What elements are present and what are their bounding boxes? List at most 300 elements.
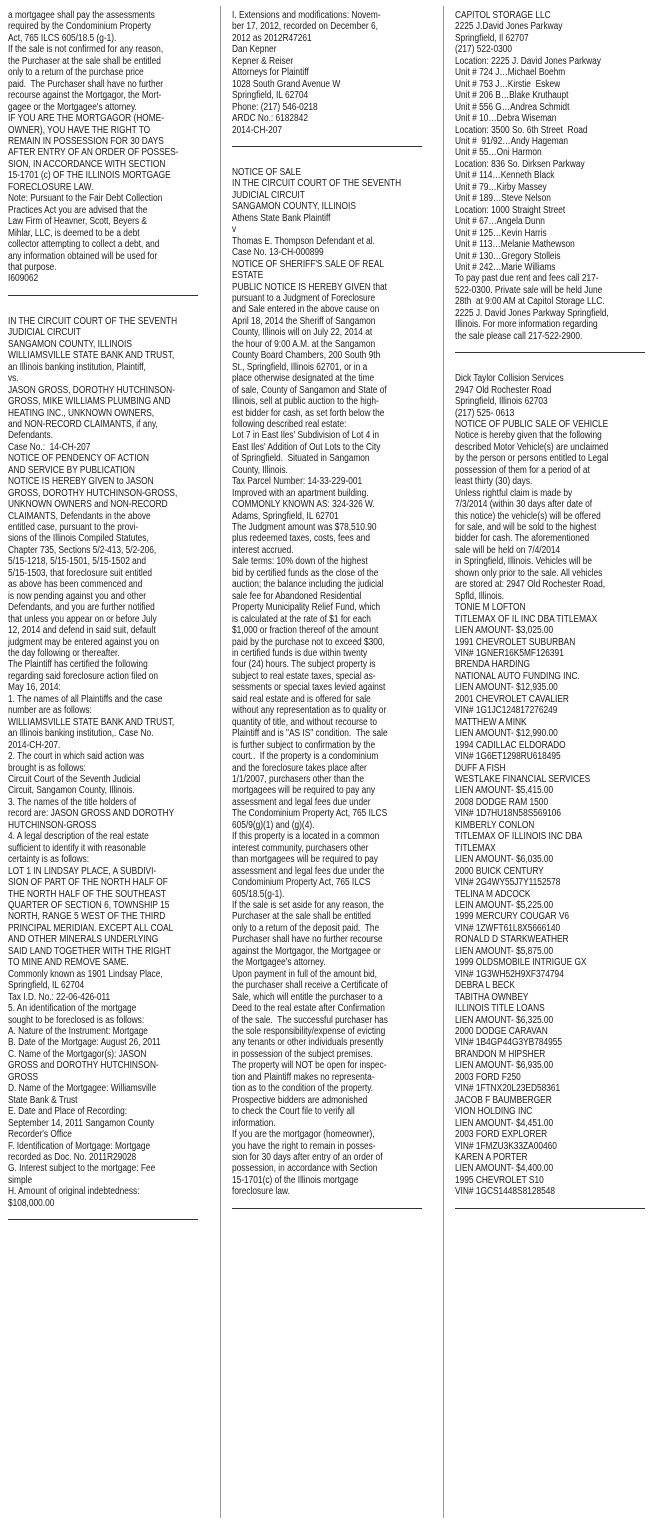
notice-line: sion for 30 days after entry of an order of bbox=[232, 1151, 383, 1163]
notice-line: is further subject to confirmation by the bbox=[232, 739, 376, 751]
notice-line: VIN# 1B4GP44G3YB784955 bbox=[455, 1037, 563, 1049]
notice-line: Location: 836 So. Dirksen Parkway bbox=[455, 158, 585, 170]
notice-line: Spfld, Illinois. bbox=[455, 590, 505, 602]
notice-line: 3. The names of the title holders of bbox=[8, 796, 137, 808]
notice-line: Unit # 10…Debra Wiseman bbox=[455, 113, 557, 125]
notice-line: any tenants or other individuals presently bbox=[232, 1037, 384, 1049]
notice-line: DEBRA L BECK bbox=[455, 980, 515, 992]
notice-line: VIN# 1ZWFT61L8X5666140 bbox=[455, 922, 561, 934]
notice-line: and the foreclosure takes place after bbox=[232, 762, 367, 774]
notice-line: Adams, Springfield, IL 62701 bbox=[232, 510, 339, 522]
notice-line: LEIN AMOUNT- $5,225.00 bbox=[455, 899, 554, 911]
notice-line: IN THE CIRCUIT COURT OF THE SEVENTH bbox=[232, 178, 402, 190]
notice-line: that unless you appear on or before July bbox=[8, 613, 157, 625]
notice-line: Property Municipality Relief Fund, which bbox=[232, 602, 381, 614]
notice-line: as above has been commenced and bbox=[8, 579, 143, 591]
notice-line: est bidder for cash, as set forth below the bbox=[232, 407, 385, 419]
notice-line: If this property is a located in a common bbox=[232, 831, 380, 843]
notice-line: JASON GROSS, DOROTHY HUTCHINSON- bbox=[8, 384, 175, 396]
notice-line: THE NORTH HALF OF THE SOUTHEAST bbox=[8, 888, 167, 900]
notice-line: $108,000.00 bbox=[8, 1197, 55, 1209]
notice-line: LIEN AMOUNT- $4,400.00 bbox=[455, 1163, 554, 1175]
notice-line: Note: Pursuant to the Fair Debt Collection bbox=[8, 193, 163, 205]
notice-line: four (24) hours. The subject property is bbox=[232, 659, 376, 671]
notice-line: Unit # 724 J…Michael Boehm bbox=[455, 67, 566, 79]
notice-line: LIEN AMOUNT- $3,025.00 bbox=[455, 625, 554, 637]
notice-line: Defendants. bbox=[8, 430, 53, 442]
notice-line: Case No.: 14-CH-207 bbox=[8, 441, 91, 453]
notice-line: 5. An identification of the mortgage bbox=[8, 1003, 137, 1015]
legal-notice bbox=[232, 167, 432, 1198]
notice-line: to check the Court file to verify all bbox=[232, 1106, 355, 1118]
notice-line: 15-1701 (c) OF THE ILLINOIS MORTGAGE bbox=[8, 170, 171, 182]
notice-line: are stored at: 2947 Old Rochester Road, bbox=[455, 579, 606, 591]
notice-line: recorded as Doc. No. 2011R29028 bbox=[8, 1151, 137, 1163]
notice-line: GROSS and DOROTHY HUTCHINSON- bbox=[8, 1060, 159, 1072]
notice-line: SANGAMON COUNTY, ILLINOIS bbox=[8, 338, 132, 350]
notice-line: Thomas E. Thompson Defendant et al. bbox=[232, 235, 375, 247]
notice-line: 1999 MERCURY COUGAR V6 bbox=[455, 911, 570, 923]
notice-line: TITLEMAX bbox=[455, 842, 496, 854]
notice-line: FORECLOSURE LAW. bbox=[8, 181, 94, 193]
notice-line: and NON-RECORD CLAIMANTS, if any, bbox=[8, 418, 158, 430]
notice-line: 2014-CH-207 bbox=[232, 124, 283, 136]
notice-line: number are as follows: bbox=[8, 705, 92, 717]
notice-line: DUFF A FISH bbox=[455, 762, 506, 774]
notice-line: Dick Taylor Collision Services bbox=[455, 373, 564, 385]
notice-line: VIN# 1G1JC124817276249 bbox=[455, 705, 558, 717]
notice-line: vs. bbox=[8, 373, 19, 385]
notice-line: Deed to the real estate after Confirmation bbox=[232, 1003, 385, 1015]
notice-line: entitled case, pursuant to the provi- bbox=[8, 522, 139, 534]
notice-line: only to a return of the purchase price bbox=[8, 67, 144, 79]
notice-line: Attorneys for Plaintiff bbox=[232, 67, 309, 79]
notice-line: 2001 CHEVROLET CAVALIER bbox=[455, 693, 569, 705]
notice-line: 522-0300. Private sale will be held June bbox=[455, 284, 603, 296]
notice-line: 15-1701(c) of the Illinois mortgage bbox=[232, 1174, 359, 1186]
notice-separator bbox=[8, 295, 198, 296]
notice-line: LIEN AMOUNT- $6,935.00 bbox=[455, 1060, 554, 1072]
notice-line: plus redeemed taxes, costs, fees and bbox=[232, 533, 371, 545]
notice-line: 28th at 9:00 AM at Capitol Storage LLC. bbox=[455, 296, 605, 308]
notice-line: September 14, 2011 Sangamon County bbox=[8, 1117, 155, 1129]
notice-line: JACOB F BAUMBERGER bbox=[455, 1094, 552, 1106]
notice-line: a mortgagee shall pay the assessments bbox=[8, 10, 155, 21]
notice-line: VIN# 1FMZU3K33ZA00460 bbox=[455, 1140, 557, 1152]
notice-line: Unit # 242…Marie Williams bbox=[455, 261, 556, 273]
column-divider-left bbox=[220, 6, 221, 1518]
legal-notice bbox=[455, 10, 655, 342]
notice-line: the purchaser shall receive a Certificate of bbox=[232, 980, 388, 992]
notice-line: SION OF PART OF THE NORTH HALF OF bbox=[8, 877, 168, 889]
notice-line: VIN# 1FTNX20L23ED58361 bbox=[455, 1083, 561, 1095]
notice-line: mortgagees will be required to pay any bbox=[232, 785, 376, 797]
notice-line: KAREN A PORTER bbox=[455, 1151, 528, 1163]
notice-line: ILLINOIS TITLE LOANS bbox=[455, 1003, 545, 1015]
notice-line: place otherwise designated at the time bbox=[232, 373, 375, 385]
notice-line: NOTICE OF PENDENCY OF ACTION bbox=[8, 453, 150, 465]
notice-line: BRANDON M HIPSHER bbox=[455, 1048, 546, 1060]
notice-line: WILLIAMSVILLE STATE BANK AND TRUST, bbox=[8, 716, 175, 728]
notice-line: Unit # 67…Angela Dunn bbox=[455, 216, 545, 228]
notice-line: Tax Parcel Number: 14-33-229-001 bbox=[232, 476, 363, 488]
notice-line: 2000 DODGE CARAVAN bbox=[455, 1025, 548, 1037]
notice-line: certainty is as follows: bbox=[8, 854, 90, 866]
notice-line: TONIE M LOFTON bbox=[455, 602, 526, 614]
notice-line: VIN# 1GCS1448S8128548 bbox=[455, 1186, 556, 1198]
notice-line: Unit # 114…Kenneth Black bbox=[455, 170, 555, 182]
notice-line: recourse against the Mortgagor, the Mort- bbox=[8, 90, 162, 102]
notice-line: D. Name of the Mortgagee: Williamsville bbox=[8, 1083, 157, 1095]
legal-notice bbox=[232, 10, 432, 136]
notice-line: The property will NOT be open for inspec- bbox=[232, 1060, 387, 1072]
notice-line: AND SERVICE BY PUBLICATION bbox=[8, 464, 135, 476]
notice-line: in certified funds is due within twenty bbox=[232, 648, 368, 660]
notice-line: Sale, which will entitle the purchaser to a bbox=[232, 991, 383, 1003]
notice-line: sions of the Illinois Compiled Statutes, bbox=[8, 533, 149, 545]
notice-line: is calculated at the rate of $1 for each bbox=[232, 613, 371, 625]
notice-line: Commonly known as 1901 Lindsay Place, bbox=[8, 968, 163, 980]
notice-line: The Condominium Property Act, 765 ILCS bbox=[232, 808, 388, 820]
notice-line: NOTICE IS HEREBY GIVEN to JASON bbox=[8, 476, 154, 488]
notice-line: WESTLAKE FINANCIAL SERVICES bbox=[455, 774, 591, 785]
notice-line: you have the right to remain in posses- bbox=[232, 1140, 376, 1152]
notice-line: Unit # 130…Gregory Stolleis bbox=[455, 250, 561, 262]
notice-line: TITLEMAX OF ILLINOIS INC DBA bbox=[455, 831, 583, 843]
notice-line: COMMONLY KNOWN AS: 324-326 W. bbox=[232, 499, 375, 511]
notice-line: 1995 CHEVROLET S10 bbox=[455, 1174, 544, 1186]
notice-line: H. Amount of original indebtedness: bbox=[8, 1186, 140, 1198]
notice-line: Illinois, sell at public auction to the high- bbox=[232, 396, 379, 408]
legal-notice bbox=[455, 373, 655, 1198]
notice-line: judgment may be entered against you on bbox=[8, 636, 159, 648]
notice-line: (217) 522-0300 bbox=[455, 44, 512, 56]
notice-line: LIEN AMOUNT- $6,325.00 bbox=[455, 1014, 554, 1026]
notice-line: East Iles' Addition of Out Lots to the City bbox=[232, 441, 381, 453]
notice-line: Prospective bidders are admonished bbox=[232, 1094, 368, 1106]
notice-line: Athens State Bank Plaintiff bbox=[232, 212, 331, 224]
notice-line: Phone: (217) 546-0218 bbox=[232, 101, 318, 113]
notice-separator bbox=[455, 352, 645, 353]
notice-line: 2003 FORD F250 bbox=[455, 1071, 521, 1083]
notice-line: BRENDA HARDING bbox=[455, 659, 530, 671]
notice-line: ber 17, 2012, recorded on December 6, bbox=[232, 21, 378, 33]
notice-line: brought is as follows: bbox=[8, 762, 86, 774]
notice-line: foreclosure law. bbox=[232, 1186, 290, 1198]
notice-separator bbox=[232, 146, 422, 147]
notice-line: 5/15-1218, 5/15-1501, 5/15-1502 and bbox=[8, 556, 147, 568]
notice-line: TITLEMAX OF IL INC DBA TITLEMAX bbox=[455, 613, 598, 625]
notice-line: the sale please call 217-522-2900. bbox=[455, 330, 583, 342]
notice-line: record are: JASON GROSS AND DOROTHY bbox=[8, 808, 175, 820]
notice-line: To pay past due rent and fees call 217- bbox=[455, 273, 599, 285]
notice-line: REMAIN IN POSSESSION FOR 30 DAYS bbox=[8, 135, 164, 147]
notice-line: Chapter 735, Sections 5/2-413, 5/2-206, bbox=[8, 544, 157, 556]
notice-line: interest community, purchasers other bbox=[232, 842, 369, 854]
notice-line: NOTICE OF SHERIFF'S SALE OF REAL bbox=[232, 258, 385, 270]
notice-line: Unit # 55…Oni Harmon bbox=[455, 147, 542, 159]
notice-line: 2000 BUICK CENTURY bbox=[455, 865, 544, 877]
notice-line: paid by the purchase not to exceed $300, bbox=[232, 636, 385, 648]
notice-line: PRINCIPAL MERIDIAN. EXCEPT ALL COAL bbox=[8, 922, 174, 934]
notice-line: sufficient to identify it with reasonable bbox=[8, 842, 146, 854]
notice-line: 7/3/2014 (within 30 days after date of bbox=[455, 499, 593, 511]
notice-line: Practices Act you are advised that the bbox=[8, 204, 148, 216]
notice-line: gagee or the Mortgagee's attorney. bbox=[8, 101, 137, 113]
notice-line: Unit # 556 G…Andrea Schmidt bbox=[455, 101, 570, 113]
notice-line: State Bank & Trust bbox=[8, 1094, 78, 1106]
notice-line: described Motor Vehicle(s) are unclaimed bbox=[455, 441, 609, 453]
notice-line: Unit # 753 J…Kirstie Eskew bbox=[455, 78, 561, 90]
notice-line: only to a return of the deposit paid. The bbox=[232, 922, 380, 934]
notice-line: Unit # 125…Kevin Harris bbox=[455, 227, 547, 239]
notice-line: 2003 FORD EXPLORER bbox=[455, 1129, 548, 1141]
notice-line: Circuit Court of the Seventh Judicial bbox=[8, 774, 141, 785]
notice-line: LIEN AMOUNT- $12,990.00 bbox=[455, 728, 558, 740]
notice-line: any information obtained will be used for bbox=[8, 250, 158, 262]
notice-line: Purchaser at the sale shall be entitled bbox=[232, 911, 371, 923]
notice-line: regarding said foreclosure action filed on bbox=[8, 670, 159, 682]
notice-line: IF YOU ARE THE MORTGAGOR (HOME- bbox=[8, 113, 164, 125]
column-left bbox=[8, 10, 208, 1240]
notice-line: interest accrued. bbox=[232, 544, 294, 556]
notice-line: GROSS bbox=[8, 1071, 39, 1083]
notice-line: Location: 1000 Straight Street bbox=[455, 204, 566, 216]
notice-line: tion and Plaintiff makes no representa- bbox=[232, 1071, 375, 1083]
notice-line: 1994 CADILLAC ELDORADO bbox=[455, 739, 566, 751]
notice-line: quantity of title, and without recourse to bbox=[232, 716, 377, 728]
notice-line: that purpose. bbox=[8, 261, 57, 273]
notice-line: LIEN AMOUNT- $5,415.00 bbox=[455, 785, 554, 797]
notice-line: Defendants, and you are further notified bbox=[8, 602, 155, 614]
notice-line: an Illinois banking institution,. Case No. bbox=[8, 728, 154, 740]
notice-line: required by the Condominium Property bbox=[8, 21, 152, 33]
notice-line: the Mortgagee's attorney. bbox=[232, 957, 326, 969]
notice-line: ESTATE bbox=[232, 270, 264, 282]
notice-line: I609062 bbox=[8, 273, 39, 285]
notice-line: UNKNOWN OWNERS and NON-RECORD bbox=[8, 499, 168, 511]
notice-line: HUTCHINSON-GROSS bbox=[8, 819, 97, 831]
notice-line: VIN# 1D7HU18N58S569106 bbox=[455, 808, 562, 820]
notice-line: Springfield, IL 62704 bbox=[8, 980, 85, 992]
notice-line: TELINA M ADCOCK bbox=[455, 888, 531, 900]
notice-line: Condominium Property Act, 765 ILCS bbox=[232, 877, 371, 889]
notice-line: Circuit, Sangamon County, Illinois. bbox=[8, 785, 135, 797]
notice-line: VION HOLDING INC bbox=[455, 1106, 533, 1118]
notice-line: bidder for cash. The aforementioned bbox=[455, 533, 590, 545]
notice-line: AND OTHER MINERALS UNDERLYING bbox=[8, 934, 159, 946]
notice-line: C. Name of the Mortgagor(s): JASON bbox=[8, 1048, 147, 1060]
notice-line: SAID LAND TOGETHER WITH THE RIGHT bbox=[8, 945, 171, 957]
notice-line: TABITHA OWNBEY bbox=[455, 991, 529, 1003]
notice-line: 2014-CH-207. bbox=[8, 739, 61, 751]
notice-line: assessment and legal fees due under the bbox=[232, 865, 385, 877]
notice-line: (217) 525- 0613 bbox=[455, 407, 515, 419]
notice-line: If you are the mortgagor (homeowner), bbox=[232, 1129, 375, 1141]
notice-line: Case No. 13-CH-000899 bbox=[232, 247, 324, 259]
notice-line: is now pending against you and other bbox=[8, 590, 147, 602]
notice-line: Improved with an apartment building. bbox=[232, 487, 369, 499]
notice-line: collector attempting to collect a debt, and bbox=[8, 239, 160, 251]
notice-line: 1/1/2007, purchasers other than the bbox=[232, 774, 365, 785]
notice-line: of the sale. The successful purchaser has bbox=[232, 1014, 388, 1026]
notice-line: Tax I.D. No.: 22-06-426-011 bbox=[8, 991, 111, 1003]
notice-line: Springfield, Illinois 62703 bbox=[455, 396, 548, 408]
notice-line: possession of them for a period of at bbox=[455, 464, 590, 476]
notice-line: MATTHEW A MINK bbox=[455, 716, 527, 728]
notice-line: OWNER), YOU HAVE THE RIGHT TO bbox=[8, 124, 151, 136]
notice-line: 2008 DODGE RAM 1500 bbox=[455, 796, 549, 808]
notice-line: Location: 2225 J. David Jones Parkway bbox=[455, 55, 601, 67]
notice-line: Upon payment in full of the amount bid, bbox=[232, 968, 377, 980]
notice-line: Unit # 113…Melanie Mathewson bbox=[455, 239, 575, 251]
notice-line: Springfield, Il 62707 bbox=[455, 32, 529, 44]
notice-line: Sale terms: 10% down of the highest bbox=[232, 556, 368, 568]
notice-line: 1028 South Grand Avenue W bbox=[232, 78, 341, 90]
notice-line: than mortgagees will be required to pay bbox=[232, 854, 378, 866]
notice-line: If the sale is not confirmed for any reason, bbox=[8, 44, 164, 56]
notice-line: VIN# 2G4WY55J7Y1152578 bbox=[455, 877, 561, 889]
notice-line: RONALD D STARKWEATHER bbox=[455, 934, 569, 946]
notice-line: April 18, 2014 the Sheriff of Sangamon bbox=[232, 315, 376, 327]
notice-line: 1999 OLDSMOBILE INTRIGUE GX bbox=[455, 957, 587, 969]
notice-line: following described real estate: bbox=[232, 418, 347, 430]
notice-line: of sale, County of Sangamon and State of bbox=[232, 384, 387, 396]
notice-line: Act, 765 ILCS 605/18.5 (g-1). bbox=[8, 32, 117, 44]
notice-line: Springfield, IL 62704 bbox=[232, 90, 309, 102]
legal-notice bbox=[8, 316, 208, 1209]
notice-line: 605/9(g)(1) and (g)(4). bbox=[232, 819, 315, 831]
notice-line: the hour of 9:00 A.M. at the Sangamon bbox=[232, 338, 376, 350]
notice-line: Lot 7 in East Iles' Subdivision of Lot 4 in bbox=[232, 430, 380, 442]
notice-line: assessment and legal fees due under bbox=[232, 796, 371, 808]
notice-line: and Sale entered in the above cause on bbox=[232, 304, 380, 316]
column-middle bbox=[232, 10, 432, 1229]
notice-separator bbox=[232, 1208, 422, 1209]
notice-line: AFTER ENTRY OF AN ORDER OF POSSES- bbox=[8, 147, 179, 159]
notice-line: $1,000 or fraction thereof of the amount bbox=[232, 625, 379, 637]
notice-line: 12, 2014 and defend in said suit, default bbox=[8, 625, 156, 637]
notice-line: 2947 Old Rochester Road bbox=[455, 384, 552, 396]
notice-line: B. Date of the Mortgage: August 26, 2011 bbox=[8, 1037, 161, 1049]
notice-line: GROSS, MIKE WILLIAMS PLUMBING AND bbox=[8, 396, 171, 408]
notice-line: auction; the balance including the judicial bbox=[232, 579, 384, 591]
notice-line: in Springfield, Illinois. Vehicles will be bbox=[455, 556, 593, 568]
notice-line: F. Identification of Mortgage: Mortgage bbox=[8, 1140, 151, 1152]
notice-line: the day following or thereafter. bbox=[8, 648, 120, 660]
notice-line: County, Illinois will on July 22, 2014 at bbox=[232, 327, 373, 339]
notice-line: Unit # 91/92…Andy Hageman bbox=[455, 135, 569, 147]
notice-line: paid. The Purchaser shall have no further bbox=[8, 78, 164, 90]
notice-line: subject to real estate taxes, special as- bbox=[232, 670, 376, 682]
notice-line: May 16, 2014: bbox=[8, 682, 61, 694]
notice-line: County Board Chambers, 200 South 9th bbox=[232, 350, 381, 362]
notice-line: ARDC No.: 6182842 bbox=[232, 113, 308, 125]
column-divider-right bbox=[443, 6, 444, 1518]
notice-line: LOT 1 IN LINDSAY PLACE, A SUBDIVI- bbox=[8, 865, 157, 877]
notice-line: NOTICE OF SALE bbox=[232, 166, 301, 178]
notice-line: St., Springfield, Illinois 62701, or in a bbox=[232, 361, 368, 373]
notice-line: tion as to the condition of the property. bbox=[232, 1083, 374, 1095]
notice-line: by the person or persons entitled to Legal bbox=[455, 453, 609, 465]
notice-line: said real estate and is offered for sale bbox=[232, 693, 371, 705]
notice-line: LIEN AMOUNT- $12,935.00 bbox=[455, 682, 558, 694]
notice-line: of Springfield. Situated in Sangamon bbox=[232, 453, 370, 465]
notice-line: G. Interest subject to the mortgage: Fee bbox=[8, 1163, 156, 1175]
notice-line: bid by certified funds as the close of the bbox=[232, 567, 379, 579]
notice-line: SANGAMON COUNTY, ILLINOIS bbox=[232, 201, 356, 213]
notice-line: PUBLIC NOTICE IS HEREBY GIVEN that bbox=[232, 281, 387, 293]
notice-line: NOTICE OF PUBLIC SALE OF VEHICLE bbox=[455, 418, 609, 430]
notice-line: SION, IN ACCORDANCE WITH SECTION bbox=[8, 158, 166, 170]
notice-line: E. Date and Place of Recording: bbox=[8, 1106, 128, 1118]
notice-line: LIEN AMOUNT- $4,451.00 bbox=[455, 1117, 554, 1129]
notice-line: 605/18.5(g-1). bbox=[232, 888, 285, 900]
notice-line: this notice) the vehicle(s) will be offered bbox=[455, 510, 601, 522]
notice-line: shown only prior to the sale. All vehicles bbox=[455, 567, 603, 579]
notice-line: Mihlar, LLC, is deemed to be a debt bbox=[8, 227, 140, 239]
notice-line: NATIONAL AUTO FUNDING INC. bbox=[455, 670, 580, 682]
notice-line: information. bbox=[232, 1117, 276, 1129]
notice-line: CLAIMANTS, Defendants in the above bbox=[8, 510, 151, 522]
notice-line: 2. The court in which said action was bbox=[8, 751, 145, 763]
notice-line: 1. The names of all Plaintiffs and the case bbox=[8, 693, 163, 705]
notice-line: JUDICIAL CIRCUIT bbox=[232, 189, 305, 201]
notice-line: 2225 J. David Jones Parkway Springfield, bbox=[455, 307, 609, 319]
notice-line: Recorder's Office bbox=[8, 1129, 72, 1141]
notice-line: in possession of the subject premises. bbox=[232, 1048, 373, 1060]
notice-line: IN THE CIRCUIT COURT OF THE SEVENTH bbox=[8, 315, 178, 327]
notice-line: County, Illinois. bbox=[232, 464, 288, 476]
notice-line: without any representation as to quality or bbox=[232, 705, 387, 717]
notice-line: The Plaintiff has certified the following bbox=[8, 659, 148, 671]
notice-line: KIMBERLY CONLON bbox=[455, 819, 535, 831]
notice-line: Plaintiff and is "AS IS" condition. The sale bbox=[232, 728, 388, 740]
notice-line: A. Nature of the Instrument: Mortgage bbox=[8, 1025, 148, 1037]
notice-line: WILLIAMSVILLE STATE BANK AND TRUST, bbox=[8, 350, 175, 362]
notice-line: QUARTER OF SECTION 6, TOWNSHIP 15 bbox=[8, 899, 170, 911]
notice-line: NORTH, RANGE 5 WEST OF THE THIRD bbox=[8, 911, 166, 923]
notice-line: Law Firm of Heavner, Scott, Beyers & bbox=[8, 216, 147, 228]
notice-line: TO MINE AND REMOVE SAME. bbox=[8, 957, 129, 969]
notice-line: an Illinois banking institution, Plaintiff, bbox=[8, 361, 146, 373]
notice-line: 4. A legal description of the real estate bbox=[8, 831, 149, 843]
notice-line: VIN# 1G3WH52H9XF374794 bbox=[455, 968, 564, 980]
notice-line: Dan Kepner bbox=[232, 44, 277, 56]
notice-line: Unit # 79…Kirby Massey bbox=[455, 181, 547, 193]
notice-line: LIEN AMOUNT- $6,035.00 bbox=[455, 854, 554, 866]
notice-line: court.. If the property is a condominium bbox=[232, 751, 379, 763]
notice-line: simple bbox=[8, 1174, 33, 1186]
notice-line: Notice is hereby given that the following bbox=[455, 430, 602, 442]
notice-line: LIEN AMOUNT- $5,875.00 bbox=[455, 945, 554, 957]
notice-line: least thirty (30) days. bbox=[455, 476, 533, 488]
notice-separator bbox=[8, 1219, 198, 1220]
notice-line: Unit # 206 B…Blake Kruthaupt bbox=[455, 90, 569, 102]
notice-line: sale will be held on 7/4/2014 bbox=[455, 544, 561, 556]
notice-line: 2225 J.David Jones Parkway bbox=[455, 21, 563, 33]
notice-line: Location: 3500 So. 6th Street Road bbox=[455, 124, 588, 136]
notice-line: GROSS, DOROTHY HUTCHINSON-GROSS, bbox=[8, 487, 178, 499]
notice-line: 2012 as 2012R47261 bbox=[232, 32, 312, 44]
notice-line: VIN# 1G6ET1298RU618495 bbox=[455, 751, 561, 763]
notice-line: Purchaser shall have no further recourse bbox=[232, 934, 383, 946]
notice-line: sessments or special taxes levied against bbox=[232, 682, 386, 694]
notice-line: sale fee for Abandoned Residential bbox=[232, 590, 362, 602]
notice-line: JUDICIAL CIRCUIT bbox=[8, 327, 81, 339]
notice-line: the Purchaser at the sale shall be entitled bbox=[8, 55, 161, 67]
notice-line: pursuant to a Judgment of Foreclosure bbox=[232, 292, 376, 304]
